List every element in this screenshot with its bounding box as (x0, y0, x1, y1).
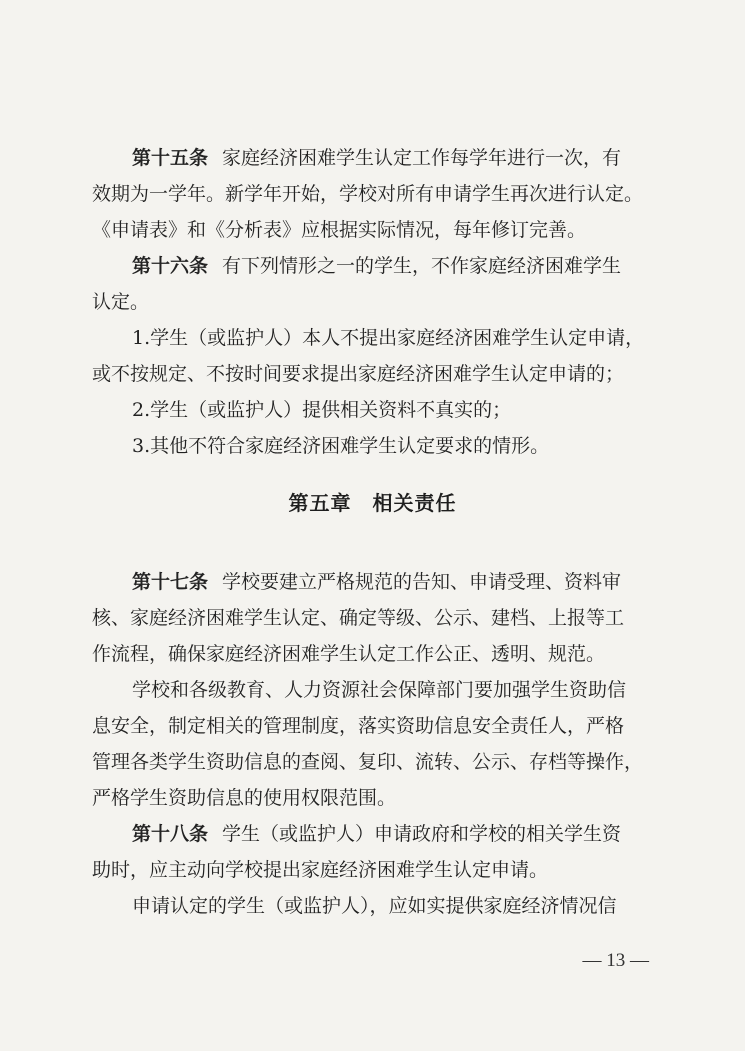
paragraph-2-line-1: 学校和各级教育、人力资源社会保障部门要加强学生资助信 (132, 679, 627, 701)
article-17-line-2: 核、家庭经济困难学生认定、确定等级、公示、建档、上报等工 (92, 607, 625, 629)
article-16-line-2: 认定。 (92, 291, 150, 313)
article-16-item-1-line-1: 1.学生（或监护人）本人不提出家庭经济困难学生认定申请， (132, 327, 645, 349)
paragraph-2-line-4: 严格学生资助信息的使用权限范围。 (92, 787, 397, 809)
article-16-item-2: 2.学生（或监护人）提供相关资料不真实的； (132, 399, 512, 421)
article-17-text-1: 学校要建立严格规范的告知、申请受理、资料审 (222, 571, 622, 593)
article-16-text-1: 有下列情形之一的学生，不作家庭经济困难学生 (222, 255, 622, 277)
article-16-item-1-line-2: 或不按规定、不按时间要求提出家庭经济困难学生认定申请的； (92, 363, 625, 385)
article-15-text-1: 家庭经济困难学生认定工作每学年进行一次，有 (222, 147, 622, 169)
article-18-line-2: 助时，应主动向学校提出家庭经济困难学生认定申请。 (92, 859, 549, 881)
article-18-title: 第十八条 (132, 823, 209, 845)
article-15-line-1 (132, 140, 662, 176)
article-15-line-2: 效期为一学年。新学年开始，学校对所有申请学生再次进行认定。 (92, 183, 644, 205)
article-16-title: 第十六条 (132, 255, 209, 277)
chapter-heading: 第五章 相关责任 (288, 491, 457, 515)
article-17-title: 第十七条 (132, 571, 209, 593)
article-18-line-1 (132, 816, 662, 852)
article-16-line-1 (132, 248, 662, 284)
article-16-item-3: 3.其他不符合家庭经济困难学生认定要求的情形。 (132, 435, 550, 457)
article-15-line-3: 《申请表》和《分析表》应根据实际情况，每年修订完善。 (92, 219, 587, 241)
article-17-line-3: 作流程，确保家庭经济困难学生认定工作公正、透明、规范。 (92, 643, 606, 665)
paragraph-2-line-2: 息安全，制定相关的管理制度，落实资助信息安全责任人，严格 (92, 715, 625, 737)
page-number: — 13 — (582, 950, 649, 971)
article-15-title: 第十五条 (132, 147, 209, 169)
paragraph-3-line-1: 申请认定的学生（或监护人），应如实提供家庭经济情况信 (132, 895, 617, 917)
article-17-line-1 (132, 564, 662, 600)
paragraph-2-line-3: 管理各类学生资助信息的查阅、复印、流转、公示、存档等操作， (92, 751, 644, 773)
article-18-text-1: 学生（或监护人）申请政府和学校的相关学生资 (222, 823, 622, 845)
